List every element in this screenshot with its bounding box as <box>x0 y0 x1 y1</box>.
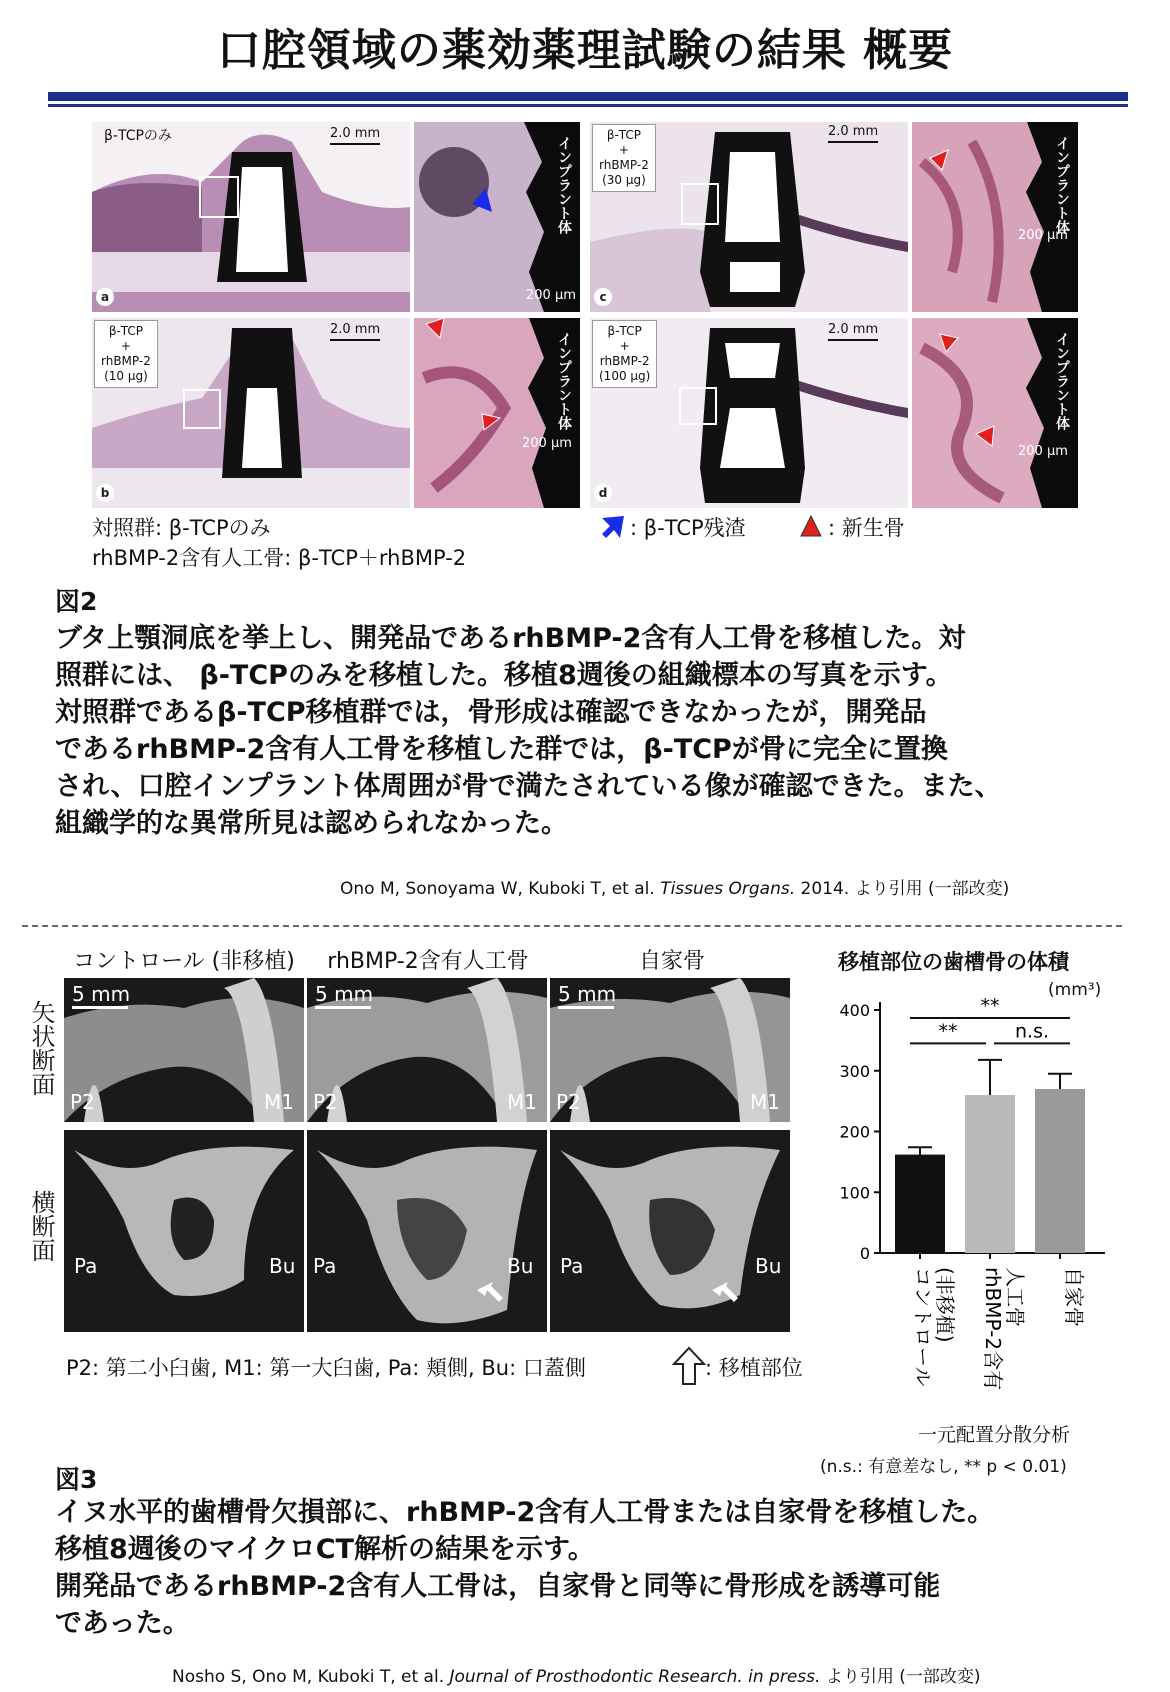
bu-label: Bu <box>507 1254 534 1278</box>
specimen-image <box>590 122 908 312</box>
title-rule <box>48 92 1128 101</box>
p2-label: P2 <box>556 1090 581 1114</box>
legend-rhbmp: rhBMP-2含有人工骨: β-TCP＋rhBMP-2 <box>92 546 467 570</box>
chart-title: 移植部位の歯槽骨の体積 <box>838 950 1069 974</box>
chart-ylabel: (mm³) <box>1048 980 1102 1000</box>
y-tick-label: 0 <box>859 1244 870 1263</box>
bu-label: Bu <box>755 1254 782 1278</box>
specimen-image <box>92 122 410 312</box>
fig2-line: ブタ上顎洞底を挙上し、開発品であるrhBMP-2含有人工骨を移植した。対 <box>55 623 966 654</box>
panel-overlay: β-TCP + rhBMP-2 (10 μg) <box>94 320 158 388</box>
scale-bar: 2.0 mm <box>828 124 878 143</box>
col-header-control: コントロール (非移植) <box>73 949 295 974</box>
y-tick-label: 400 <box>839 1001 870 1020</box>
fig2-body <box>55 620 1135 842</box>
fig2-panel-c <box>590 122 1078 312</box>
bar <box>1035 1089 1085 1253</box>
specimen-image <box>92 318 410 508</box>
bar <box>965 1095 1015 1253</box>
fig3-line: 開発品であるrhBMP-2含有人工骨は，自家骨と同等に骨形成を誘導可能 <box>55 1571 941 1602</box>
scale-label: 5 mm <box>72 982 130 1009</box>
significance-label: ** <box>938 1020 958 1043</box>
p2-label: P2 <box>70 1090 95 1114</box>
page-title: 口腔領域の薬効薬理試験の結果 概要 <box>216 25 954 76</box>
hist-scale: 200 μm <box>522 436 572 451</box>
implant-label: インプラント体 <box>556 332 572 430</box>
histology-image <box>414 122 580 312</box>
m1-label: M1 <box>507 1090 537 1114</box>
legend-blue-arrow: : β-TCP残渣 <box>630 516 746 540</box>
panel-overlay: β-TCP + rhBMP-2 (30 μg) <box>592 124 656 192</box>
section-divider <box>22 925 1122 927</box>
fig3-line: 移植8週後のマイクロCT解析の結果を示す。 <box>55 1534 595 1565</box>
panel-letter: d <box>594 484 612 502</box>
panel-overlay: β-TCP + rhBMP-2 (100 μg) <box>592 320 657 388</box>
col-header-autograft: 自家骨 <box>638 949 705 974</box>
panel-overlay: β-TCPのみ <box>104 128 172 144</box>
legend-red-triangle: : 新生骨 <box>828 516 905 540</box>
histology-image <box>912 122 1078 312</box>
histology-image <box>414 318 580 508</box>
scale-bar: 2.0 mm <box>828 322 878 341</box>
fig2-label: 図2 <box>55 587 98 616</box>
pa-label: Pa <box>74 1254 98 1278</box>
fig2-citation: Ono M, Sonoyama W, Kuboki T, et al. Tissues Organs. 2014. より引用 (一部改変) <box>340 879 1010 899</box>
p2-label: P2 <box>313 1090 338 1114</box>
panel-letter: b <box>96 484 114 502</box>
hist-scale: 200 μm <box>1018 228 1068 243</box>
implant-label: インプラント体 <box>1054 332 1070 430</box>
y-tick-label: 100 <box>839 1183 870 1203</box>
specimen-image <box>590 318 908 508</box>
fig2-line: され、口腔インプラント体周囲が骨で満たされている像が確認できた。また、 <box>55 771 1002 802</box>
fig2-panel-a <box>92 122 580 312</box>
bar-chart <box>810 940 1110 1460</box>
arrow-legend: : 移植部位 <box>705 1356 803 1380</box>
row-header-transverse: 横断面 <box>27 1190 55 1262</box>
implant-label: インプラント体 <box>556 136 572 234</box>
title-rule-thin <box>48 104 1128 107</box>
m1-label: M1 <box>264 1090 294 1114</box>
x-tick-label: (非移植) <box>933 1267 957 1343</box>
fig3-citation: Nosho S, Ono M, Kuboki T, et al. Journal of Prosthodontic Research. in press. より引用 (一部改変) <box>172 1667 981 1687</box>
ct-transverse-control <box>64 1130 304 1332</box>
blue-arrow-icon <box>600 514 626 544</box>
panel-letter: a <box>96 288 114 306</box>
fig2-panel-b <box>92 318 580 508</box>
fig3-line: であった。 <box>55 1608 190 1639</box>
scale-label: 5 mm <box>558 982 616 1009</box>
red-triangle-icon <box>800 514 822 542</box>
stat-note: 一元配置分散分析 <box>918 1424 1071 1446</box>
bar <box>895 1155 945 1253</box>
fig2-line: であるrhBMP-2含有人工骨を移植した群では，β-TCPが骨に完全に置換 <box>55 734 948 765</box>
ct-sagittal-autograft <box>550 978 790 1122</box>
pa-label: Pa <box>560 1254 584 1278</box>
pa-label: Pa <box>313 1254 337 1278</box>
fig2-line: 対照群であるβ-TCP移植群では，骨形成は確認できなかったが，開発品 <box>55 697 927 728</box>
scale-label: 5 mm <box>315 982 373 1009</box>
sig-note: (n.s.: 有意差なし, ** p < 0.01) <box>820 1457 1067 1477</box>
col-header-rhbmp: rhBMP-2含有人工骨 <box>327 949 529 974</box>
y-tick-label: 200 <box>839 1122 870 1142</box>
row-header-sagittal: 矢状断面 <box>27 1000 55 1096</box>
legend-control: 対照群: β-TCPのみ <box>92 516 271 540</box>
implant-label: インプラント体 <box>1054 136 1070 234</box>
scale-bar: 2.0 mm <box>330 322 380 341</box>
significance-label: n.s. <box>1014 1020 1050 1043</box>
fig2-line: 照群には、 β-TCPのみを移植した。移植8週後の組織標本の写真を示す。 <box>55 660 953 691</box>
outline-arrow-icon <box>672 1346 706 1390</box>
histology-image <box>912 318 1078 508</box>
scale-bar: 2.0 mm <box>330 126 380 145</box>
panel-letter: c <box>594 288 612 306</box>
m1-label: M1 <box>750 1090 780 1114</box>
x-tick-label: rhBMP-2含有 <box>981 1267 1005 1391</box>
hist-scale: 200 μm <box>526 288 576 303</box>
fig2-line: 組織学的な異常所見は認められなかった。 <box>55 808 568 839</box>
bu-label: Bu <box>269 1254 296 1278</box>
x-tick-label: 人工骨 <box>1003 1267 1027 1327</box>
x-tick-label: 自家骨 <box>1062 1267 1086 1327</box>
specimen-drawing <box>92 122 410 312</box>
fig3-line: イヌ水平的歯槽骨欠損部に、rhBMP-2含有人工骨または自家骨を移植した。 <box>55 1497 995 1528</box>
ct-transverse-autograft <box>550 1130 790 1332</box>
y-tick-label: 300 <box>839 1061 870 1081</box>
fig3-body <box>55 1494 1145 1642</box>
fig2-panel-d <box>590 318 1078 508</box>
ct-transverse-rhbmp <box>307 1130 547 1332</box>
bar-chart-svg <box>810 940 1110 1460</box>
x-tick-label: コントロール <box>911 1267 935 1387</box>
ct-sagittal-rhbmp <box>307 978 547 1122</box>
fig3-abbreviations: P2: 第二小臼歯, M1: 第一大臼歯, Pa: 頬側, Bu: 口蓋側 <box>66 1356 586 1380</box>
ct-sagittal-control <box>64 978 304 1122</box>
significance-label: ** <box>980 995 1000 1017</box>
fig3-label: 図3 <box>55 1465 98 1494</box>
hist-scale: 200 μm <box>1018 444 1068 459</box>
